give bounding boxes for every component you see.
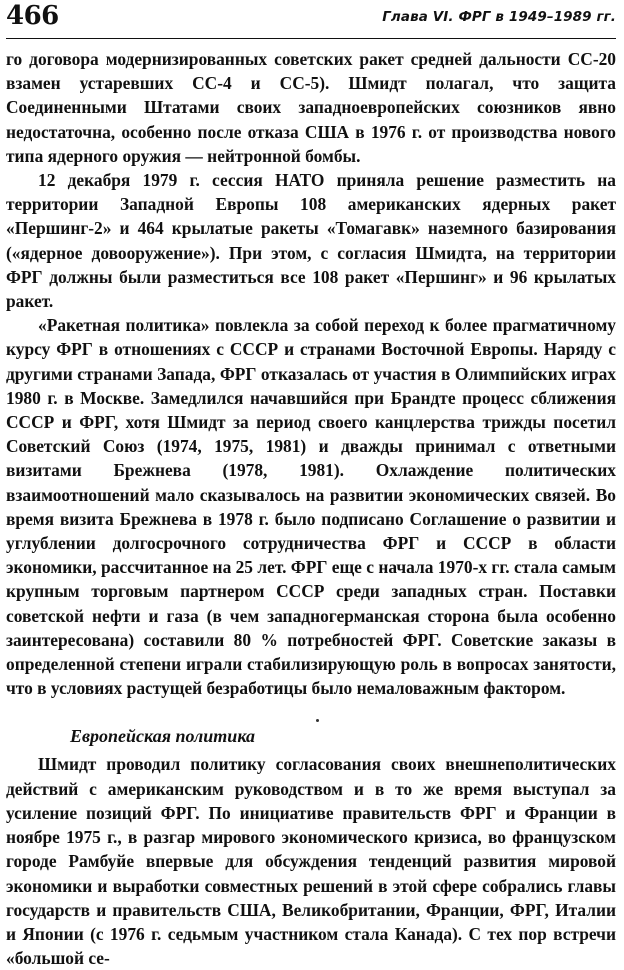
paragraph-continued: го договора модернизированных советских ракет средней дальности СС-20 взамен устаревших СС-4 и СС-5). Шмидт полагал, что защита Соединенными Штатами своих западноевропейских союзников явно недостаточна, особенно после отказа США в 1976 г. от производства нового типа ядерного оружия — нейтронной бомбы. (6, 49, 616, 166)
paragraph-european-policy: Шмидт проводил политику согласования своих внешнеполитических действий с американским руководством и в то же время выступал за усиление позиций ФРГ. По инициативе правительств ФРГ и Франции в ноябре 1975 г., в разгар мирового экономического кризиса, во французском городе Рамбуйе впервые для обсуждения тенденций развития мировой экономики и выработки совместных решений в этой сфере собрались главы государств и правительств США, Великобритании, Франции, ФРГ, Италии и Японии (с 1976 г. седьмым участником стала Канада). С тех пор встречи «большой се- (6, 754, 616, 969)
body-text (6, 47, 616, 970)
paragraph-missile-policy: «Ракетная политика» повлекла за собой переход к более прагматичному курсу ФРГ в отношениях с СССР и странами Восточной Европы. Наряду с другими странами Запада, ФРГ отказалась от участия в Олимпийских играх 1980 г. в Москве. Замедлился начавшийся при Брандте процесс сближения СССР и ФРГ, хотя Шмидт за период своего канцлерства трижды посетил Советский Союз (1974, 1975, 1981) и дважды принимал с ответными визитами Брежнева (1978, 1981). Охлаждение политических взаимоотношений мало сказывалось на развитии экономических связей. Во время визита Брежнева в 1978 г. было подписано Соглашение о развитии и углублении долгосрочного сотрудничества ФРГ и СССР в области экономики, рассчитанное на 25 лет. ФРГ еще с начала 1970-х гг. стала самым крупным торговым партнером СССР среди западных стран. Поставки советской нефти и газа (в чем западногерманская сторона была особенно заинтересована) составили 80 % потребностей ФРГ. Советские заказы в определенной степени играли стабилизирующую роль в вопросах занятости, что в условиях растущей безработицы было немаловажным фактором. (6, 315, 616, 699)
section-heading: Европейская политика (70, 726, 255, 747)
running-header (6, 0, 616, 39)
print-speck (316, 719, 319, 722)
page-number: 466 (6, 1, 59, 31)
paragraph-nato-decision: 12 декабря 1979 г. сессия НАТО приняла решение разместить на территории Западной Европы 108 американских ядерных ракет «Першинг-2» и 464 крылатые ракеты «Томагавк» наземного базирования («ядерное довооружение»). При этом, с согласия Шмидта, на территории ФРГ должны были разместиться все 108 ракет «Першинг» и 96 крылатых ракет. (6, 170, 616, 312)
chapter-title: Глава VI. ФРГ в 1949–1989 гг. (382, 9, 616, 25)
